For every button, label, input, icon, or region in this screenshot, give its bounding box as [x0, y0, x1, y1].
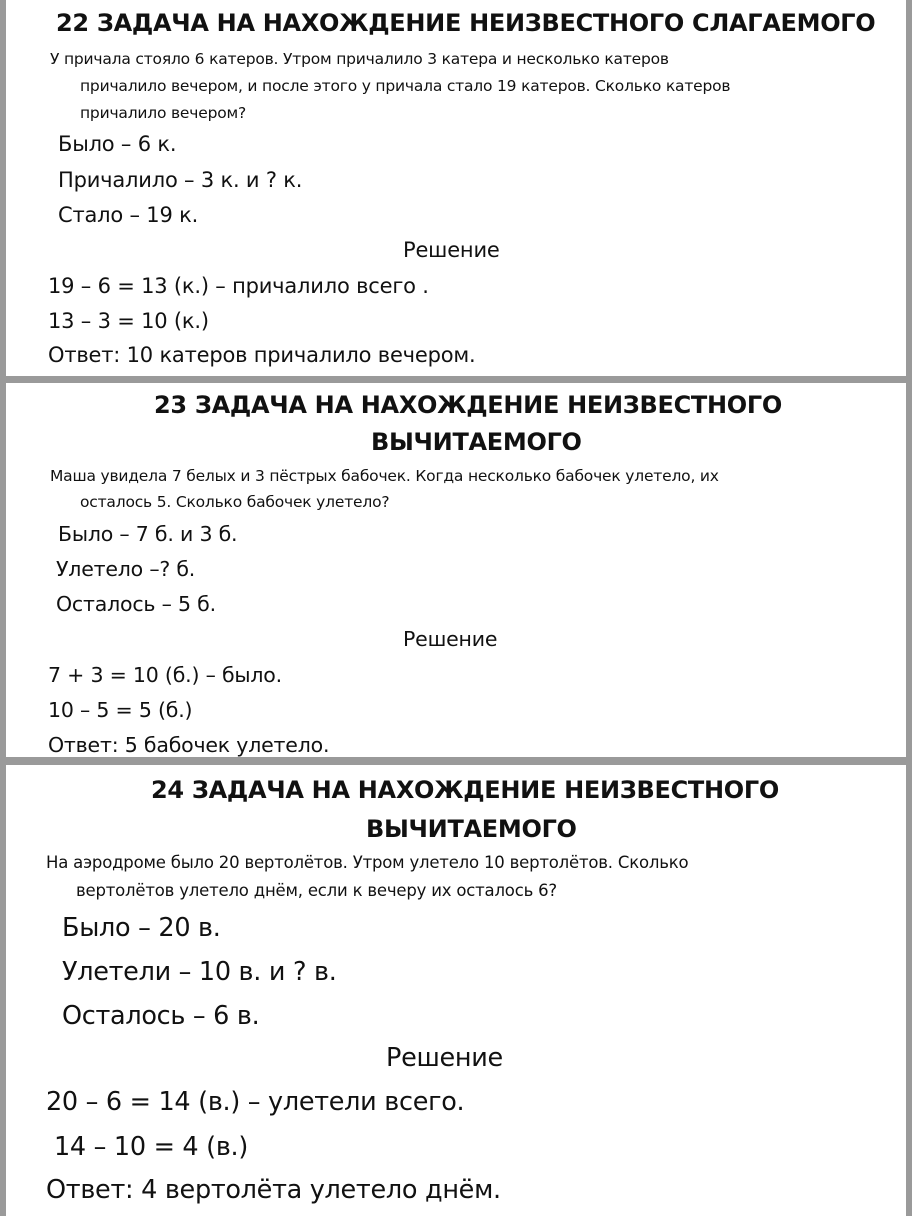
answer-line: Ответ: 5 бабочек улетело. — [48, 733, 330, 757]
task-card-23 — [6, 383, 906, 757]
condition-line: вертолётов улетело днём, если к вечеру их осталось 6? — [76, 881, 557, 900]
short-record-line: Причалило – 3 к. и ? к. — [58, 168, 303, 192]
solution-heading: Решение — [403, 627, 498, 651]
task-title: ВЫЧИТАЕМОГО — [366, 815, 577, 843]
condition-line: причалило вечером? — [80, 104, 247, 122]
condition-line: На аэродроме было 20 вертолётов. Утром улетело 10 вертолётов. Сколько — [46, 853, 689, 872]
solution-step: 20 – 6 = 14 (в.) – улетели всего. — [46, 1087, 465, 1117]
solution-step: 19 – 6 = 13 (к.) – причалило всего . — [48, 274, 429, 298]
short-record-line: Улетели – 10 в. и ? в. — [62, 957, 337, 987]
task-title: 23 ЗАДАЧА НА НАХОЖДЕНИЕ НЕИЗВЕСТНОГО — [154, 391, 782, 419]
solution-step: 7 + 3 = 10 (б.) – было. — [48, 663, 282, 687]
task-title: 24 ЗАДАЧА НА НАХОЖДЕНИЕ НЕИЗВЕСТНОГО — [151, 776, 779, 804]
short-record-line: Осталось – 6 в. — [62, 1001, 260, 1031]
condition-line: Маша увидела 7 белых и 3 пёстрых бабочек. Когда несколько бабочек улетело, их — [50, 467, 719, 485]
short-record-line: Было – 7 б. и 3 б. — [58, 522, 238, 546]
solution-step: 14 – 10 = 4 (в.) — [54, 1132, 248, 1162]
task-card-22 — [6, 0, 906, 376]
short-record-line: Улетело –? б. — [56, 557, 196, 581]
answer-line: Ответ: 4 вертолёта улетело днём. — [46, 1175, 501, 1205]
answer-line: Ответ: 10 катеров причалило вечером. — [48, 343, 476, 367]
solution-heading: Решение — [403, 238, 500, 262]
task-card-24 — [6, 765, 906, 1216]
short-record-line: Было – 20 в. — [62, 913, 221, 943]
condition-line: У причала стояло 6 катеров. Утром причалило 3 катера и несколько катеров — [50, 50, 669, 68]
solution-step: 13 – 3 = 10 (к.) — [48, 309, 209, 333]
condition-line: осталось 5. Сколько бабочек улетело? — [80, 493, 390, 511]
condition-line: причалило вечером, и после этого у причала стало 19 катеров. Сколько катеров — [80, 77, 731, 95]
task-title: 22 ЗАДАЧА НА НАХОЖДЕНИЕ НЕИЗВЕСТНОГО СЛАГАЕМОГО — [56, 9, 876, 37]
solution-step: 10 – 5 = 5 (б.) — [48, 698, 193, 722]
solution-heading: Решение — [386, 1043, 503, 1073]
short-record-line: Осталось – 5 б. — [56, 592, 216, 616]
task-title: ВЫЧИТАЕМОГО — [371, 428, 582, 456]
short-record-line: Было – 6 к. — [58, 132, 177, 156]
short-record-line: Стало – 19 к. — [58, 203, 199, 227]
